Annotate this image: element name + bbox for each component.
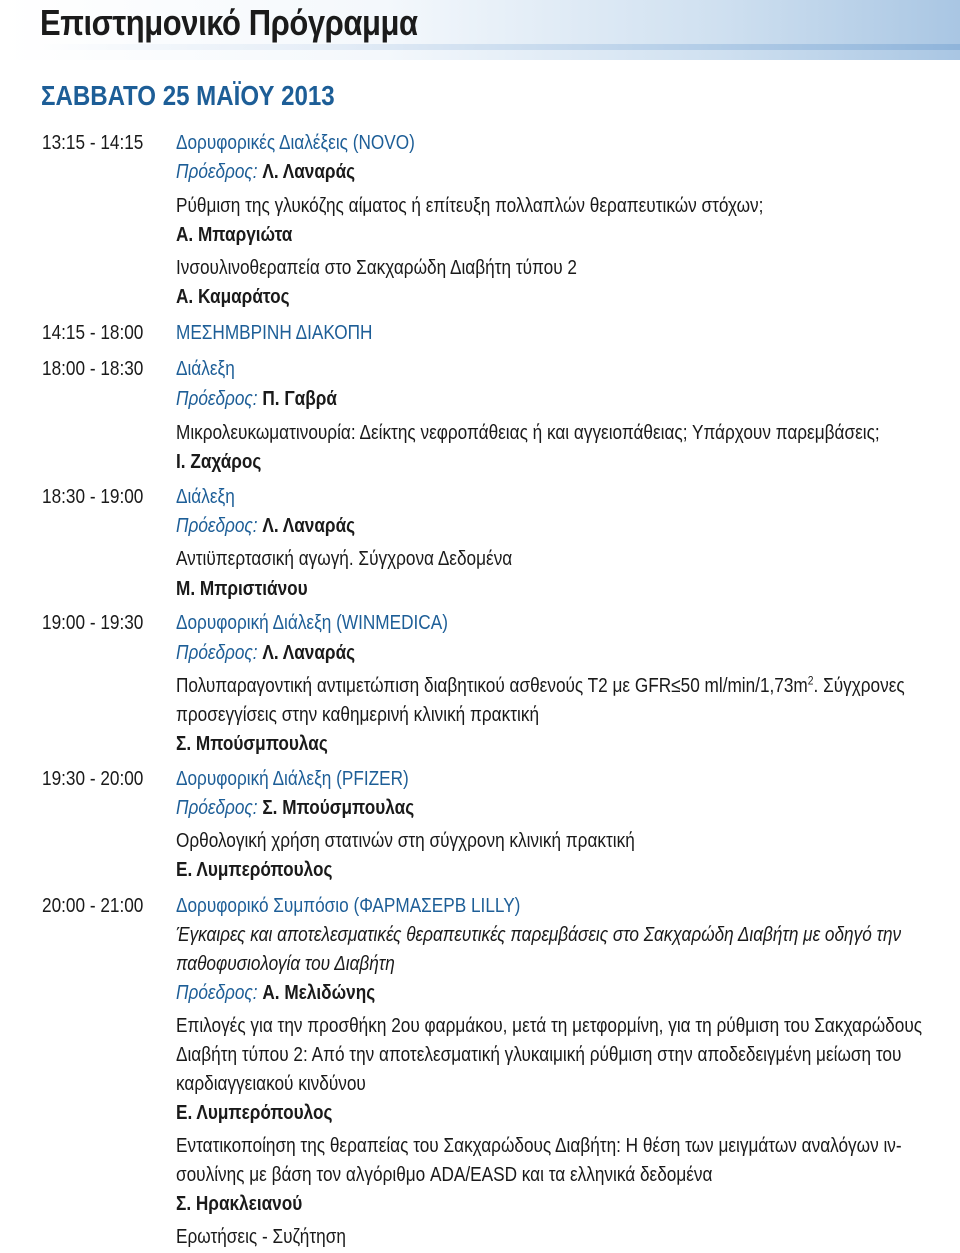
session-chair bbox=[176, 159, 355, 185]
talk-speaker: Σ. Μπούσμπουλας bbox=[176, 733, 328, 755]
session-chair bbox=[176, 640, 355, 666]
session-title: Δορυφορικό Συμπόσιο (ΦΑΡΜΑΣΕΡΒ LILLY) bbox=[176, 895, 521, 917]
talk-title bbox=[176, 673, 905, 699]
talk-title: Ινσουλινοθεραπεία στο Σακχαρώδη Διαβήτη τύπου 2 bbox=[176, 257, 577, 279]
chair-name: Σ. Μπούσμπουλας bbox=[262, 797, 415, 819]
chair-name: Λ. Λαναράς bbox=[262, 515, 356, 537]
session-title: ΜΕΣΗΜΒΡΙΝΗ ΔΙΑΚΟΠΗ bbox=[176, 322, 373, 344]
talk-title: Ορθολογική χρήση στατινών στη σύγχρονη κλινική πρακτική bbox=[176, 830, 635, 852]
talk-title-text: . Σύγχρονες bbox=[813, 675, 905, 697]
talk-title: Μικρολευκωματινουρία: Δείκτης νεφροπάθειας ή και αγγειοπάθειας; Υπάρχουν παρεμβάσεις; bbox=[176, 422, 880, 444]
session-time: 13:15 - 14:15 bbox=[42, 132, 144, 154]
chair-label: Πρόεδρος: bbox=[176, 515, 258, 537]
talk-title: προσεγγίσεις στην καθημερινή κλινική πρακτική bbox=[176, 704, 540, 726]
talk-speaker: Α. Μπαργιώτα bbox=[176, 224, 293, 246]
session-title: Διάλεξη bbox=[176, 486, 235, 508]
day-heading: ΣΑΒΒΑΤΟ 25 ΜΑΪΟΥ 2013 bbox=[41, 80, 335, 111]
session-time: 18:30 - 19:00 bbox=[42, 486, 144, 508]
chair-label: Πρόεδρος: bbox=[176, 388, 258, 410]
chair-label: Πρόεδρος: bbox=[176, 161, 258, 183]
session-time: 19:30 - 20:00 bbox=[42, 768, 144, 790]
superscript: 2 bbox=[807, 673, 814, 688]
session-chair bbox=[176, 386, 337, 412]
session-title: Διάλεξη bbox=[176, 358, 235, 380]
symposium-subtitle: Έγκαιρες και αποτελεσματικές θεραπευτικές παρεμβάσεις στο Σακχαρώδη Διαβήτη με οδηγό την bbox=[176, 924, 902, 946]
session-time: 20:00 - 21:00 bbox=[42, 895, 144, 917]
talk-title: σουλίνης με βάση τον αλγόριθμο ADA/EASD και τα ελληνικά δεδομένα bbox=[176, 1164, 713, 1186]
session-time: 18:00 - 18:30 bbox=[42, 358, 144, 380]
session-title: Δορυφορική Διάλεξη (WINMEDICA) bbox=[176, 612, 448, 634]
session-chair bbox=[176, 980, 375, 1006]
talk-speaker: Ι. Ζαχάρος bbox=[176, 451, 262, 473]
session-time: 14:15 - 18:00 bbox=[42, 322, 144, 344]
talk-title: καρδιαγγειακού κινδύνου bbox=[176, 1073, 366, 1095]
chair-name: Λ. Λαναράς bbox=[262, 642, 356, 664]
talk-title: Επιλογές για την προσθήκη 2ου φαρμάκου, μετά τη μετφορμίνη, για τη ρύθμιση του Σακχαρώδους bbox=[176, 1015, 923, 1037]
session-chair bbox=[176, 795, 414, 821]
chair-label: Πρόεδρος: bbox=[176, 797, 258, 819]
talk-speaker: Μ. Μπριστιάνου bbox=[176, 578, 308, 600]
chair-label: Πρόεδρος: bbox=[176, 642, 258, 664]
chair-name: Π. Γαβρά bbox=[262, 388, 337, 410]
symposium-subtitle: παθοφυσιολογία του Διαβήτη bbox=[176, 953, 395, 975]
talk-title: Αντιϋπερτασική αγωγή. Σύγχρονα Δεδομένα bbox=[176, 548, 513, 570]
talk-speaker: Α. Καμαράτος bbox=[176, 286, 290, 308]
chair-name: Λ. Λαναράς bbox=[262, 161, 356, 183]
talk-speaker: Ε. Λυμπερόπουλος bbox=[176, 1102, 333, 1124]
closing-discussion: Ερωτήσεις - Συζήτηση bbox=[176, 1226, 346, 1248]
talk-title: Διαβήτη τύπου 2: Από την αποτελεσματική γλυκαιμική ρύθμιση στην αποδεδειγμένη μείωση του bbox=[176, 1044, 902, 1066]
session-title: Δορυφορική Διάλεξη (PFIZER) bbox=[176, 768, 409, 790]
session-chair bbox=[176, 513, 355, 539]
chair-name: Α. Μελιδώνης bbox=[262, 982, 376, 1004]
talk-title-text: Πολυπαραγοντική αντιμετώπιση διαβητικού ασθενούς Τ2 με GFR≤50 ml/min/1,73m bbox=[176, 675, 808, 697]
talk-title: Εντατικοποίηση της θεραπείας του Σακχαρώδους Διαβήτη: Η θέση των μειγμάτων αναλόγων ιν- bbox=[176, 1135, 902, 1157]
page-title: Επιστημονικό Πρόγραμμα bbox=[40, 2, 418, 43]
session-time: 19:00 - 19:30 bbox=[42, 612, 144, 634]
talk-speaker: Σ. Ηρακλειανού bbox=[176, 1193, 303, 1215]
session-title: Δορυφορικές Διαλέξεις (NOVO) bbox=[176, 132, 415, 154]
header-decoration-line bbox=[40, 44, 960, 50]
talk-title: Ρύθμιση της γλυκόζης αίματος ή επίτευξη πολλαπλών θεραπευτικών στόχων; bbox=[176, 195, 764, 217]
talk-speaker: Ε. Λυμπερόπουλος bbox=[176, 859, 333, 881]
chair-label: Πρόεδρος: bbox=[176, 982, 258, 1004]
